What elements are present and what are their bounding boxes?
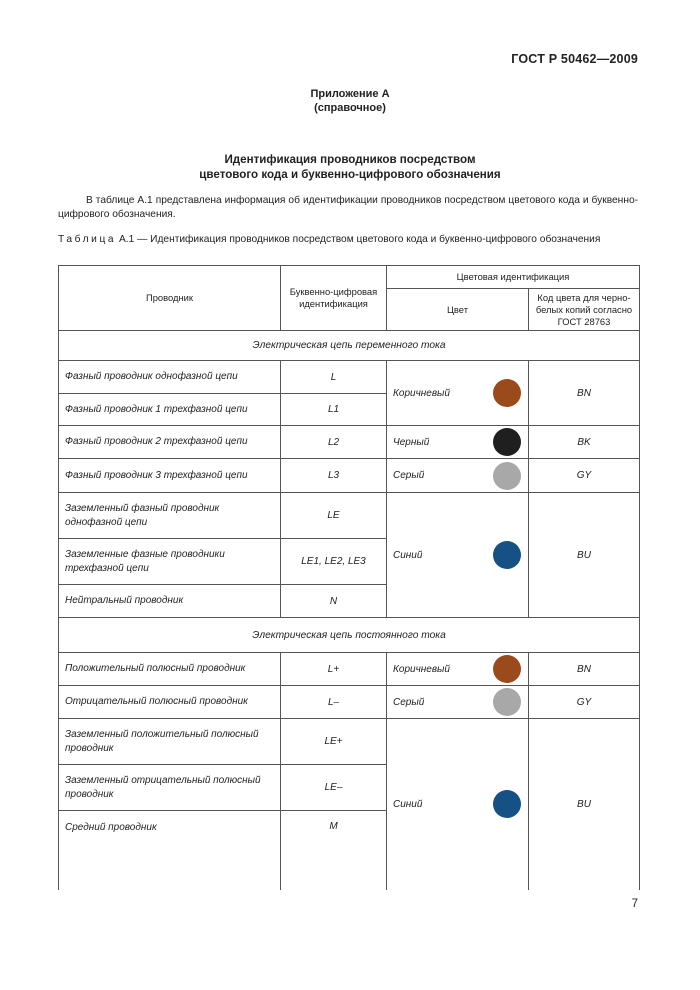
appendix-note: (справочное) — [314, 102, 386, 114]
conductor-name: Фазный проводник 1 трехфазной цепи — [59, 394, 281, 426]
alnum-code: L– — [281, 686, 387, 719]
table-row — [59, 361, 640, 394]
alnum-code: N — [281, 585, 387, 618]
page-number: 7 — [631, 898, 638, 910]
bw-code: BN — [529, 361, 640, 426]
conductor-name: Нейтральный проводник — [59, 585, 281, 618]
color-cell: Серый — [387, 686, 529, 719]
conductor-name: Заземленный отрицательный полюсный проводник — [59, 765, 281, 811]
conductor-name: Положительный полюсный проводник — [59, 653, 281, 686]
header-color: Цвет — [387, 289, 529, 331]
section-ac: Электрическая цепь переменного тока — [59, 331, 640, 361]
blue-swatch — [493, 790, 521, 818]
table-row — [59, 653, 640, 686]
color-cell: Черный — [387, 426, 529, 459]
bw-code: GY — [529, 459, 640, 493]
alnum-code: LE– — [281, 765, 387, 811]
alnum-code: L+ — [281, 653, 387, 686]
conductor-name: Фазный проводник однофазной цепи — [59, 361, 281, 394]
conductor-name: Фазный проводник 3 трехфазной цепи — [59, 459, 281, 493]
header-conductor: Проводник — [59, 266, 281, 331]
brown-swatch — [493, 655, 521, 683]
bw-code: BU — [529, 493, 640, 618]
table-row — [59, 459, 640, 493]
alnum-code: LE — [281, 493, 387, 539]
bw-code: BN — [529, 653, 640, 686]
alnum-code: LE1, LE2, LE3 — [281, 539, 387, 585]
conductor-name: Заземленный фазный проводник однофазной цепи — [59, 493, 281, 539]
intro-paragraph: В таблице А.1 представлена информация об идентификации проводников посредством цветового кода и буквенно-цифрового обозначения. — [58, 195, 638, 220]
alnum-code: M — [281, 811, 387, 890]
appendix-title: Приложение А — [310, 88, 390, 100]
standard-number: ГОСТ Р 50462—2009 — [511, 52, 638, 66]
bw-code: BK — [529, 426, 640, 459]
section-heading-line2: цветового кода и буквенно-цифрового обозначения — [199, 168, 501, 181]
color-cell: Коричневый — [387, 361, 529, 426]
alnum-code: L2 — [281, 426, 387, 459]
header-bw-code: Код цвета для черно-белых копий согласно ГОСТ 28763 — [529, 289, 640, 331]
header-alnum: Буквенно-цифровая идентификация — [281, 266, 387, 331]
color-cell: Синий — [387, 719, 529, 890]
table-row — [59, 493, 640, 539]
bw-code: GY — [529, 686, 640, 719]
black-swatch — [493, 428, 521, 456]
color-cell: Синий — [387, 493, 529, 618]
blue-swatch — [493, 541, 521, 569]
conductor-name: Средний проводник — [59, 811, 281, 890]
alnum-code: L1 — [281, 394, 387, 426]
conductor-name: Заземленный положительный полюсный проводник — [59, 719, 281, 765]
table-row — [59, 426, 640, 459]
alnum-code: L3 — [281, 459, 387, 493]
gray-swatch — [493, 462, 521, 490]
color-cell: Коричневый — [387, 653, 529, 686]
conductor-name: Заземленные фазные проводники трехфазной цепи — [59, 539, 281, 585]
table-row — [59, 719, 640, 765]
table-caption: Таблица А.1 — Идентификация проводников посредством цветового кода и буквенно-цифрового обозначения — [58, 234, 601, 245]
conductor-name: Фазный проводник 2 трехфазной цепи — [59, 426, 281, 459]
brown-swatch — [493, 379, 521, 407]
bw-code: BU — [529, 719, 640, 890]
header-color-ident: Цветовая идентификация — [387, 266, 640, 289]
section-heading-line1: Идентификация проводников посредством — [224, 153, 476, 166]
gray-swatch — [493, 688, 521, 716]
alnum-code: L — [281, 361, 387, 394]
color-cell: Серый — [387, 459, 529, 493]
table-row — [59, 686, 640, 719]
conductor-name: Отрицательный полюсный проводник — [59, 686, 281, 719]
section-dc: Электрическая цепь постоянного тока — [59, 618, 640, 653]
conductor-identification-table — [58, 265, 640, 890]
alnum-code: LE+ — [281, 719, 387, 765]
